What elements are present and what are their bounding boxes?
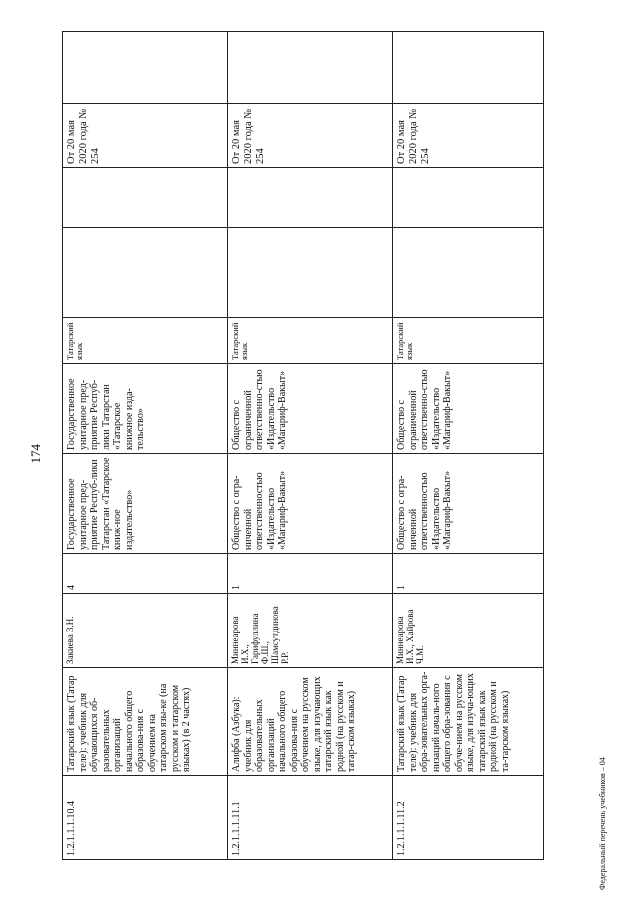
table-row [228, 32, 393, 860]
cell-code: 1.2.1.1.1.11.2 [393, 776, 544, 860]
cell-blank [63, 168, 228, 228]
cell-order: От 20 мая 2020 года № 254 [228, 104, 393, 168]
cell-publisher: Общество с огра-ниченной ответственностью «Издательство «Магариф-Вакыт» [393, 454, 544, 554]
cell-language: Татарский язык [393, 318, 544, 364]
cell-blank [228, 32, 393, 104]
cell-blank [63, 32, 228, 104]
cell-blank [228, 168, 393, 228]
cell-title: Татарский язык (Татар теле): учебник для обра-зовательных орга-низаций началь-ного общего обра-зования с обуче-нием на русском языке, для изуча-ющих татарский язык как родной (на русском и та-тарском языках) [393, 668, 544, 776]
page-number: 174 [28, 444, 43, 464]
rotated-table-frame [62, 32, 544, 860]
cell-blank [63, 228, 228, 318]
cell-code: 1.2.1.1.1.11.1 [228, 776, 393, 860]
cell-publisher-legal: Общество с ограниченной ответственно-стью «Издательство «Магариф-Вакыт» [393, 364, 544, 454]
table-row [63, 32, 228, 860]
cell-blank [393, 32, 544, 104]
textbook-table [62, 31, 544, 860]
cell-code: 1.2.1.1.1.10.4 [63, 776, 228, 860]
cell-title: Алифба (Азбука): учебник для образовательных организаций начального общего образова-ния с обучением на русском языке, для изучающих татарский язык как родной (на русском и татар-ском языках) [228, 668, 393, 776]
cell-authors: Закиева 3.Н. [63, 594, 228, 668]
cell-order: От 20 мая 2020 года № 254 [393, 104, 544, 168]
cell-authors: Миннеарова И.Х., Хайрова Ч.М. [393, 594, 544, 668]
cell-publisher: Общество с огра-ниченной ответственностью «Издательство «Магариф-Вакыт» [228, 454, 393, 554]
cell-publisher-legal: Общество с ограниченной ответственно-стью «Издательство «Магариф-Вакыт» [228, 364, 393, 454]
table-row [393, 32, 544, 860]
cell-publisher: Государственное унитарное пред-приятие Респуб-лики Татарстан «Татарское книж-ное издательство» [63, 454, 228, 554]
cell-grade: 1 [228, 554, 393, 594]
cell-blank [228, 228, 393, 318]
table-container [62, 32, 544, 860]
cell-grade: 1 [393, 554, 544, 594]
footer-text: Федеральный перечень учебников – 04 [598, 757, 607, 890]
cell-blank [393, 228, 544, 318]
cell-authors: Миннеарова И.Х., Гарифуллина Ф.Ш., Шамсутдинова Р.Р. [228, 594, 393, 668]
cell-language: Татарский язык [63, 318, 228, 364]
cell-language: Татарский язык [228, 318, 393, 364]
cell-publisher-legal: Государственное унитарное пред-приятие Респуб-лики Татарстан «Татарское книжное изда-тельство» [63, 364, 228, 454]
cell-order: От 20 мая 2020 года № 254 [63, 104, 228, 168]
cell-title: Татарский язык (Татар теле): учебник для обучающихся об-разовательных организаций начального общего образова-ния с обучением на татарском язы-ке (на русском и татарском языках) (в 2 частях) [63, 668, 228, 776]
cell-grade: 4 [63, 554, 228, 594]
cell-blank [393, 168, 544, 228]
